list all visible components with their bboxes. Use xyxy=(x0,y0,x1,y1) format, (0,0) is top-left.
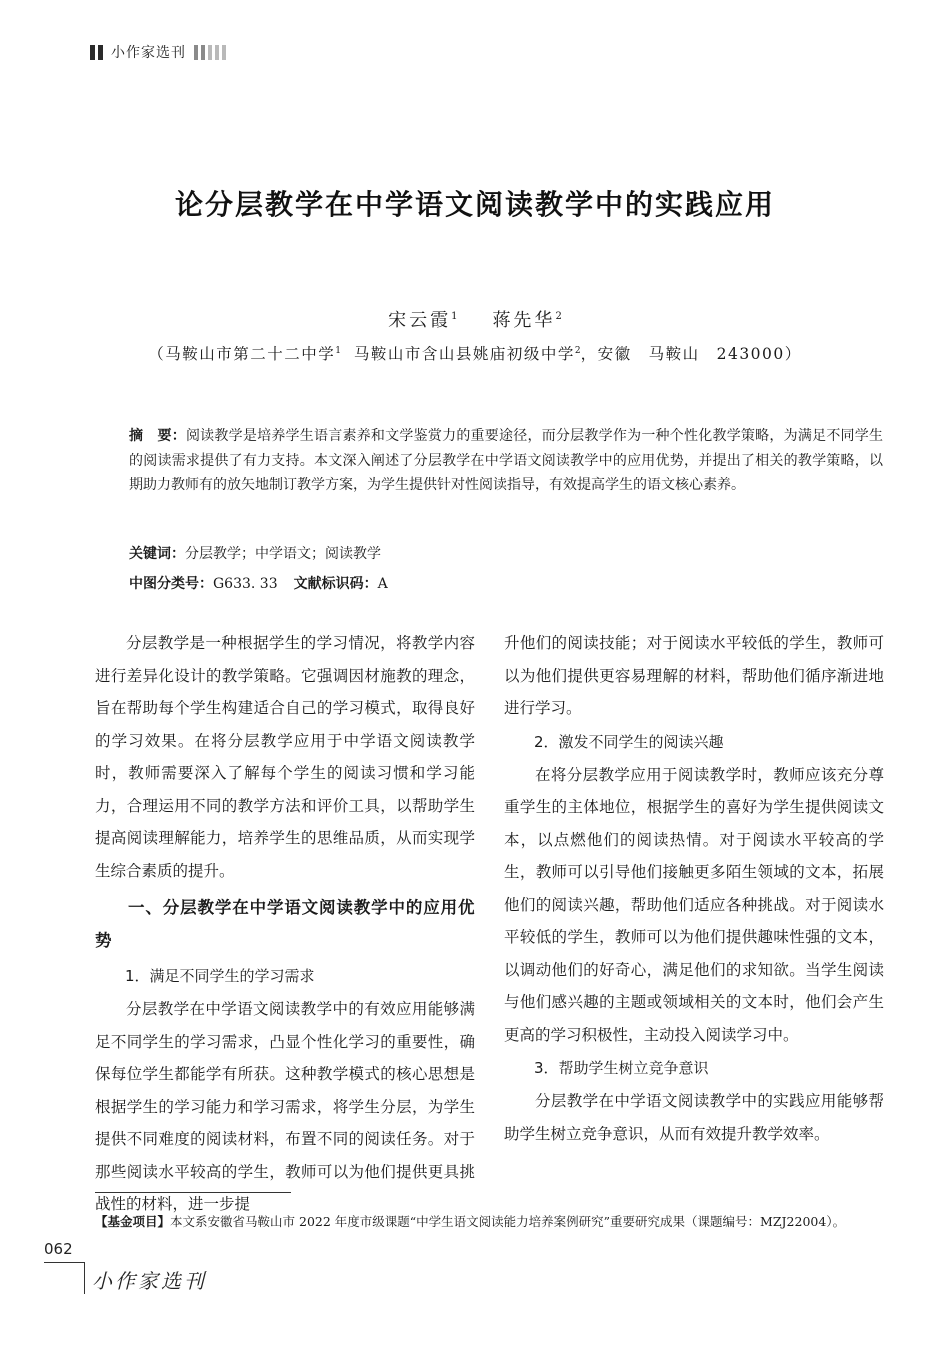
journal-logo: 小作家选刊 xyxy=(92,1269,207,1293)
affiliation-sup: 1 xyxy=(335,345,341,356)
header-right-bars xyxy=(194,45,226,60)
keywords xyxy=(129,543,381,563)
funding-footnote xyxy=(95,1211,883,1233)
body-right-column xyxy=(504,627,884,1150)
affiliation-sup: 2 xyxy=(574,345,581,356)
footnote-label: 【基金项目】 xyxy=(95,1214,171,1229)
body-left-column xyxy=(95,627,475,1221)
body-paragraph: 分层教学在中学语文阅读教学中的实践应用能够帮助学生树立竞争意识，从而有效提升教学效率。 xyxy=(504,1092,884,1143)
intro-paragraph: 分层教学是一种根据学生的学习情况，将教学内容进行差异化设计的教学策略。它强调因材施教的理念，旨在帮助每个学生构建适合自己的学习模式，取得良好的学习效果。在将分层教学应用于中学语文阅读教学时，教师需要深入了解每个学生的阅读习惯和学习能力，合理运用不同的教学方法和评价工具，以帮助学生提高阅读理解能力，培养学生的思维品质，从而实现学生综合素质的提升。 xyxy=(95,634,475,880)
subsection-heading: 2．激发不同学生的阅读兴趣 xyxy=(534,732,724,751)
author-sup: 2 xyxy=(555,311,562,322)
footnote-rule xyxy=(95,1192,291,1193)
section-heading: 一、分层教学在中学语文阅读教学中的应用优势 xyxy=(95,898,475,950)
body-paragraph-continued: 升他们的阅读技能；对于阅读水平较低的学生，教师可以为他们提供更容易理解的材料，帮助他们循序渐进地进行学习。 xyxy=(504,634,884,717)
author-name: 宋云霞 xyxy=(388,310,452,331)
doc-code-label: 文献标识码： xyxy=(293,576,378,592)
footnote-text: 本文系安徽省马鞍山市 2022 年度市级课题“中学生语文阅读能力培养案例研究”重要研究成果（课题编号：MZJ22004）。 xyxy=(170,1214,846,1229)
author-line xyxy=(0,306,950,332)
classification xyxy=(129,573,388,593)
clc-label: 中图分类号： xyxy=(129,576,213,592)
subsection-heading: 1．满足不同学生的学习需求 xyxy=(125,967,315,985)
abstract xyxy=(95,424,883,498)
body-paragraph: 分层教学在中学语文阅读教学中的有效应用能够满足不同学生的学习需求，凸显个性化学习的重要性，确保每位学生都能学有所获。这种教学模式的核心思想是根据学生的学习能力和学习需求，将学生分层，为学生提供不同难度的阅读材料，布置不同的阅读任务。对于那些阅读水平较高的学生，教师可以为他们提供更具挑战性的材料，进一步提 xyxy=(95,1000,475,1213)
header-left-bars xyxy=(90,45,103,60)
page-rule-vertical xyxy=(84,1262,85,1294)
article-title: 论分层教学在中学语文阅读教学中的实践应用 xyxy=(174,188,775,221)
doc-code-value: A xyxy=(377,576,388,592)
running-header xyxy=(90,42,226,62)
journal-name: 小作家选刊 xyxy=(111,45,186,61)
keywords-label: 关键词： xyxy=(129,546,185,562)
affiliation-part: 马鞍山市含山县姚庙初级中学 xyxy=(353,345,575,363)
abstract-label: 摘 要： xyxy=(129,428,186,444)
keywords-text: 分层教学；中学语文；阅读教学 xyxy=(185,546,381,562)
body-paragraph: 在将分层教学应用于阅读教学时，教师应该充分尊重学生的主体地位，根据学生的喜好为学生提供阅读文本，以点燃他们的阅读热情。对于阅读水平较高的学生，教师可以引导他们接触更多陌生领域的文本，拓展他们的阅读兴趣，帮助他们适应各种挑战。对于阅读水平较低的学生，教师可以为他们提供趣味性强的文本，以调动他们的好奇心，满足他们的求知欲。当学生阅读与他们感兴趣的主题或领域相关的文本时，他们会产生更高的学习积极性，主动投入阅读学习中。 xyxy=(504,765,884,1044)
clc-value: G633. 33 xyxy=(213,576,278,592)
author-sup: 1 xyxy=(451,311,458,322)
abstract-text: 阅读教学是培养学生语言素养和文学鉴赏力的重要途径，而分层教学作为一种个性化教学策略，为满足不同学生的阅读需求提供了有力支持。本文深入阐述了分层教学在中学语文阅读教学中的应用优势，并提出了相关的教学策略，以期助力教师有的放矢地制订教学方案，为学生提供针对性阅读指导，有效提高学生的语文核心素养。 xyxy=(129,428,884,493)
affiliation-line xyxy=(0,342,950,364)
page-rule-horizontal xyxy=(44,1262,84,1263)
affiliation-part: （马鞍山市第二十二中学 xyxy=(148,345,336,363)
subsection-heading: 3．帮助学生树立竞争意识 xyxy=(534,1059,709,1077)
affiliation-part: ，安徽 马鞍山 243000） xyxy=(580,345,802,363)
page-number: 062 xyxy=(44,1240,73,1258)
author-name: 蒋先华 xyxy=(492,310,556,331)
